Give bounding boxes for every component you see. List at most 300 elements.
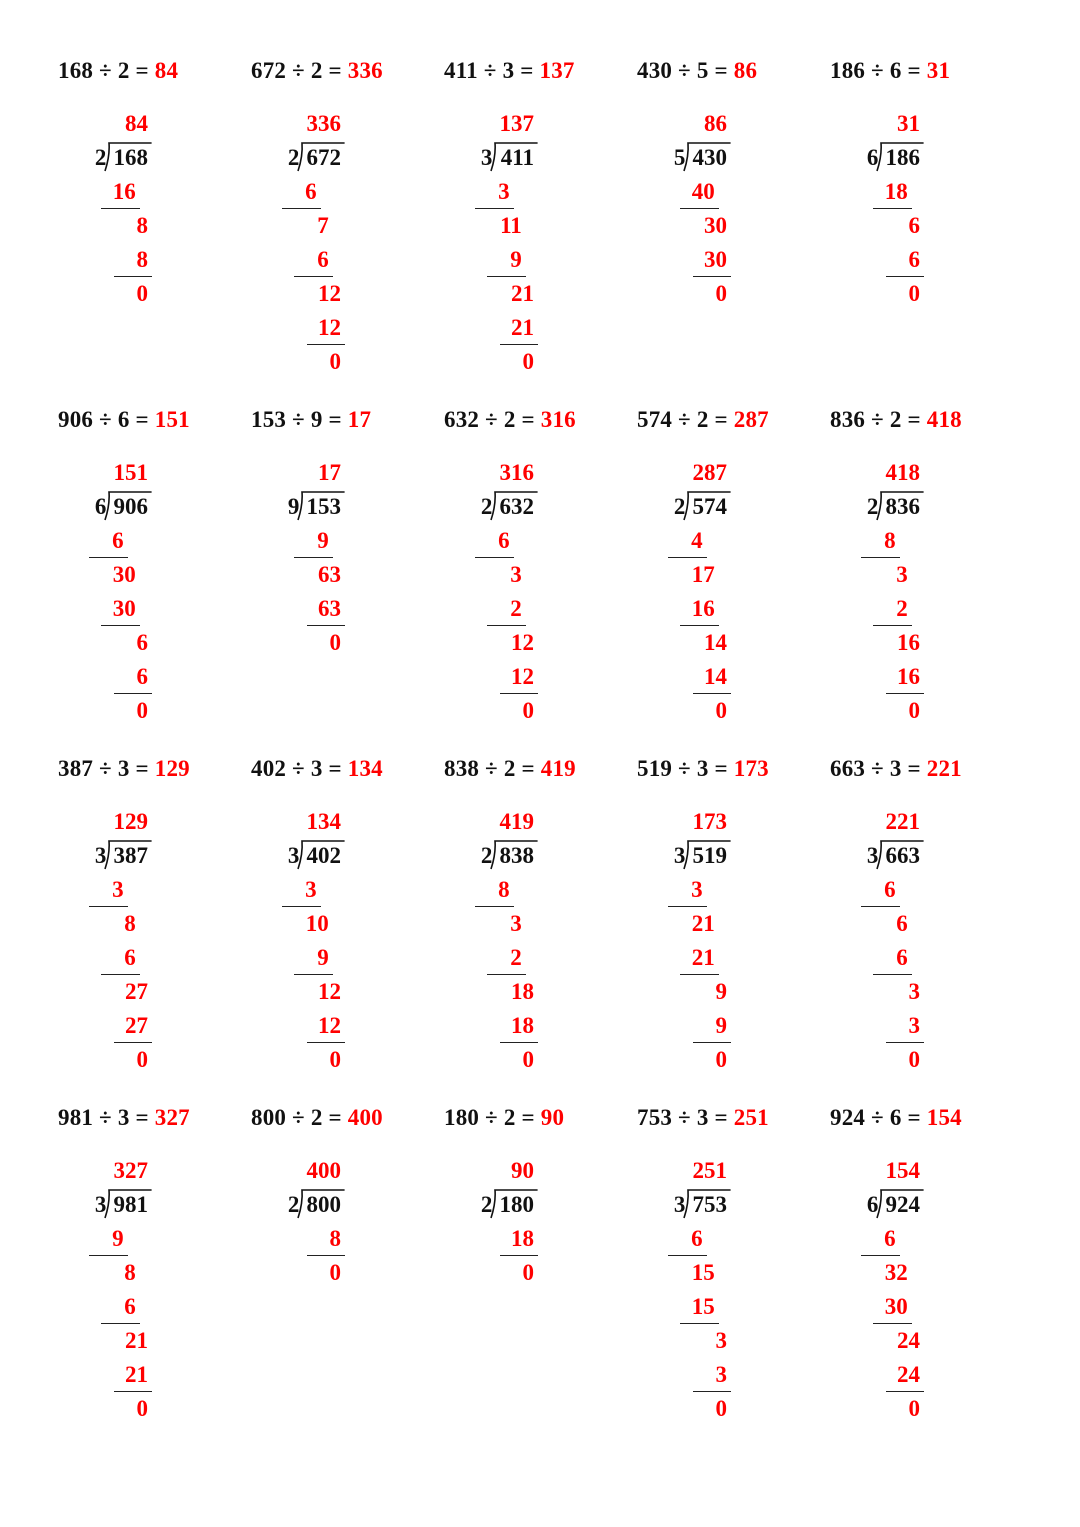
equation-divisor: 2 (696, 407, 709, 432)
step-subtrahend: 8 (498, 877, 510, 902)
quotient: 31 (897, 111, 920, 136)
dividend: 672 (306, 145, 341, 170)
divisor: 3 (94, 1192, 107, 1217)
equals-sign: = (515, 756, 541, 781)
step-subtrahend: 12 (318, 315, 341, 340)
step-remainder: 32 (884, 1260, 908, 1285)
equation (58, 58, 178, 84)
step-remainder: 3 (510, 562, 522, 587)
step-subtrahend: 6 (896, 945, 908, 970)
division-problem (637, 349, 831, 723)
equation-dividend: 800 (251, 1105, 287, 1130)
step-remainder: 17 (691, 562, 715, 587)
step-subtrahend: 3 (715, 1362, 727, 1387)
equation-answer: 316 (540, 407, 576, 432)
step-subtrahend: 9 (112, 1226, 124, 1251)
divisor: 2 (94, 145, 107, 170)
equation-divisor: 3 (696, 1105, 709, 1130)
step-subtrahend: 2 (510, 596, 522, 621)
equation-divisor: 3 (696, 756, 709, 781)
step-subtrahend: 12 (318, 1013, 341, 1038)
step-remainder: 0 (522, 1047, 534, 1072)
divide-sign: ÷ (479, 407, 504, 432)
equation-answer: 151 (154, 407, 190, 432)
step-remainder: 30 (112, 562, 136, 587)
equation (58, 1105, 190, 1131)
step-rule (307, 625, 345, 626)
equals-sign: = (708, 407, 734, 432)
equation-dividend: 430 (637, 58, 673, 83)
divisor: 3 (866, 843, 879, 868)
step-remainder: 30 (704, 213, 727, 238)
step-rule (886, 1042, 924, 1043)
equation (58, 407, 190, 433)
division-problem (637, 698, 831, 1072)
division-problem (251, 349, 445, 689)
divide-sign: ÷ (93, 1105, 118, 1130)
step-rule (693, 276, 731, 277)
step-subtrahend: 6 (884, 877, 896, 902)
equation-dividend: 924 (830, 1105, 866, 1130)
equation (637, 1105, 769, 1131)
equation (830, 1105, 962, 1131)
quotient: 137 (499, 111, 534, 136)
step-remainder: 3 (908, 979, 920, 1004)
equation-dividend: 153 (251, 407, 287, 432)
division-problem (58, 698, 252, 1072)
equation-dividend: 632 (444, 407, 480, 432)
equation-divisor: 2 (503, 1105, 516, 1130)
step-rule (307, 1255, 345, 1256)
equation-dividend: 411 (444, 58, 478, 83)
dividend: 632 (499, 494, 534, 519)
divisor: 3 (673, 843, 686, 868)
step-subtrahend: 21 (125, 1362, 148, 1387)
equation (444, 407, 576, 433)
step-rule (307, 1042, 345, 1043)
step-rule (500, 693, 538, 694)
step-remainder: 12 (318, 281, 341, 306)
step-rule (861, 1255, 899, 1256)
quotient: 90 (511, 1158, 534, 1183)
equation-divisor: 2 (310, 58, 323, 83)
dividend: 168 (113, 145, 148, 170)
dividend: 411 (500, 145, 534, 170)
equation (251, 58, 383, 84)
step-remainder: 0 (908, 1047, 920, 1072)
division-problem (58, 0, 252, 340)
equation-divisor: 3 (502, 58, 515, 83)
step-subtrahend: 30 (112, 596, 136, 621)
equation-divisor: 2 (310, 1105, 323, 1130)
equation-answer: 154 (926, 1105, 962, 1130)
step-rule (114, 693, 152, 694)
step-rule (886, 693, 924, 694)
step-remainder: 24 (897, 1328, 920, 1353)
equation-answer: 137 (539, 58, 575, 83)
divide-sign: ÷ (865, 756, 890, 781)
step-remainder: 0 (522, 349, 534, 374)
equation-answer: 418 (926, 407, 962, 432)
equation (830, 58, 950, 84)
step-remainder: 6 (896, 911, 908, 936)
division-problem (444, 0, 638, 374)
divide-sign: ÷ (672, 1105, 697, 1130)
division-problem (830, 349, 1024, 723)
equation (251, 407, 371, 433)
equals-sign: = (129, 1105, 155, 1130)
step-subtrahend: 40 (691, 179, 715, 204)
step-subtrahend: 16 (897, 664, 920, 689)
divide-sign: ÷ (93, 756, 118, 781)
step-subtrahend: 6 (124, 1294, 136, 1319)
quotient: 287 (692, 460, 727, 485)
step-remainder: 0 (522, 1260, 534, 1285)
equation (444, 756, 576, 782)
equals-sign: = (901, 58, 927, 83)
equation-dividend: 574 (637, 407, 673, 432)
step-subtrahend: 27 (125, 1013, 148, 1038)
step-rule (89, 1255, 127, 1256)
step-remainder: 10 (305, 911, 329, 936)
equation-answer: 173 (733, 756, 769, 781)
division-problem (251, 1047, 445, 1387)
step-subtrahend: 18 (511, 1013, 534, 1038)
step-subtrahend: 6 (884, 1226, 896, 1251)
step-subtrahend: 6 (691, 1226, 703, 1251)
step-rule (114, 1042, 152, 1043)
step-rule (475, 906, 513, 907)
step-remainder: 6 (136, 630, 148, 655)
step-rule (680, 208, 718, 209)
divisor: 2 (480, 494, 493, 519)
step-rule (668, 557, 706, 558)
quotient: 86 (704, 111, 727, 136)
equation-answer: 419 (540, 756, 576, 781)
step-rule (680, 625, 718, 626)
step-rule (487, 625, 525, 626)
divisor: 2 (287, 1192, 300, 1217)
step-rule (500, 1255, 538, 1256)
step-subtrahend: 6 (498, 528, 510, 553)
equation-answer: 134 (347, 756, 383, 781)
quotient: 134 (306, 809, 341, 834)
step-subtrahend: 2 (510, 945, 522, 970)
step-subtrahend: 8 (136, 247, 148, 272)
equation (444, 1105, 564, 1131)
step-subtrahend: 16 (691, 596, 715, 621)
division-problem (58, 349, 252, 723)
quotient: 418 (885, 460, 920, 485)
quotient: 221 (885, 809, 920, 834)
equation-dividend: 168 (58, 58, 94, 83)
step-subtrahend: 18 (511, 1226, 534, 1251)
step-rule (886, 1391, 924, 1392)
step-remainder: 0 (329, 1047, 341, 1072)
step-subtrahend: 16 (112, 179, 136, 204)
step-remainder: 0 (715, 281, 727, 306)
step-rule (500, 344, 538, 345)
step-remainder: 6 (908, 213, 920, 238)
quotient: 419 (499, 809, 534, 834)
step-remainder: 0 (329, 1260, 341, 1285)
step-subtrahend: 8 (884, 528, 896, 553)
divisor: 9 (287, 494, 300, 519)
divisor: 2 (673, 494, 686, 519)
equation-answer: 129 (154, 756, 190, 781)
equation-dividend: 663 (830, 756, 866, 781)
quotient: 17 (318, 460, 341, 485)
equation-divisor: 3 (117, 756, 130, 781)
divide-sign: ÷ (865, 1105, 890, 1130)
dividend: 153 (306, 494, 341, 519)
equation-answer: 84 (154, 58, 179, 83)
step-subtrahend: 21 (511, 315, 534, 340)
equation-dividend: 672 (251, 58, 287, 83)
equals-sign: = (129, 407, 155, 432)
divisor: 3 (480, 145, 493, 170)
equation-answer: 287 (733, 407, 769, 432)
step-remainder: 0 (715, 698, 727, 723)
equation-divisor: 6 (889, 1105, 902, 1130)
equation (637, 58, 757, 84)
equals-sign: = (708, 58, 734, 83)
divide-sign: ÷ (93, 407, 118, 432)
divisor: 2 (480, 1192, 493, 1217)
equals-sign: = (515, 407, 541, 432)
step-remainder: 0 (329, 349, 341, 374)
step-rule (475, 208, 513, 209)
divide-sign: ÷ (286, 756, 311, 781)
step-subtrahend: 30 (884, 1294, 908, 1319)
divide-sign: ÷ (286, 58, 311, 83)
step-remainder: 7 (317, 213, 329, 238)
step-subtrahend: 63 (318, 596, 341, 621)
equation (830, 407, 962, 433)
step-remainder: 8 (124, 911, 136, 936)
dividend: 906 (113, 494, 148, 519)
step-subtrahend: 6 (136, 664, 148, 689)
equation-dividend: 186 (830, 58, 866, 83)
step-subtrahend: 6 (305, 179, 317, 204)
step-subtrahend: 4 (691, 528, 703, 553)
step-remainder: 0 (908, 1396, 920, 1421)
division-problem (251, 698, 445, 1072)
quotient: 327 (113, 1158, 148, 1183)
equation-divisor: 3 (310, 756, 323, 781)
quotient: 316 (499, 460, 534, 485)
step-remainder: 14 (704, 630, 727, 655)
step-remainder: 8 (136, 213, 148, 238)
equation-dividend: 838 (444, 756, 480, 781)
step-remainder: 15 (691, 1260, 715, 1285)
step-rule (693, 1391, 731, 1392)
step-subtrahend: 24 (897, 1362, 920, 1387)
step-remainder: 9 (715, 979, 727, 1004)
quotient: 400 (306, 1158, 341, 1183)
quotient: 151 (113, 460, 148, 485)
step-rule (294, 974, 332, 975)
divisor: 6 (866, 145, 879, 170)
equation (444, 58, 575, 84)
step-rule (282, 208, 320, 209)
divisor: 3 (287, 843, 300, 868)
step-rule (101, 208, 139, 209)
division-problem (637, 0, 831, 340)
step-subtrahend: 3 (498, 179, 510, 204)
step-remainder: 16 (897, 630, 920, 655)
step-remainder: 0 (136, 281, 148, 306)
equation-answer: 221 (926, 756, 962, 781)
step-rule (680, 974, 718, 975)
equation-dividend: 402 (251, 756, 287, 781)
step-rule (668, 906, 706, 907)
step-subtrahend: 9 (317, 528, 329, 553)
step-remainder: 3 (715, 1328, 727, 1353)
step-subtrahend: 6 (317, 247, 329, 272)
step-subtrahend: 6 (112, 528, 124, 553)
step-subtrahend: 3 (908, 1013, 920, 1038)
divisor: 3 (673, 1192, 686, 1217)
equation-divisor: 6 (889, 58, 902, 83)
equals-sign: = (901, 1105, 927, 1130)
dividend: 180 (499, 1192, 534, 1217)
step-rule (487, 276, 525, 277)
step-rule (861, 557, 899, 558)
step-rule (873, 625, 911, 626)
division-problem (444, 1047, 638, 1387)
division-problem (637, 1047, 831, 1421)
step-subtrahend: 14 (704, 664, 727, 689)
equation-divisor: 2 (889, 407, 902, 432)
step-subtrahend: 3 (112, 877, 124, 902)
dividend: 981 (113, 1192, 148, 1217)
equals-sign: = (515, 1105, 541, 1130)
equals-sign: = (514, 58, 540, 83)
step-subtrahend: 6 (124, 945, 136, 970)
division-problem (444, 698, 638, 1072)
equation-answer: 90 (540, 1105, 565, 1130)
equation (637, 407, 769, 433)
quotient: 251 (692, 1158, 727, 1183)
division-problem (830, 0, 1024, 340)
division-problem (444, 349, 638, 723)
step-rule (294, 276, 332, 277)
dividend: 574 (692, 494, 727, 519)
step-rule (873, 1323, 911, 1324)
step-remainder: 21 (511, 281, 534, 306)
step-remainder: 3 (510, 911, 522, 936)
divisor: 6 (866, 1192, 879, 1217)
step-remainder: 21 (691, 911, 715, 936)
step-remainder: 21 (125, 1328, 148, 1353)
divide-sign: ÷ (865, 58, 890, 83)
equals-sign: = (322, 756, 348, 781)
dividend: 924 (885, 1192, 920, 1217)
equation-dividend: 753 (637, 1105, 673, 1130)
step-rule (282, 906, 320, 907)
quotient: 129 (113, 809, 148, 834)
divisor: 6 (94, 494, 107, 519)
equals-sign: = (708, 756, 734, 781)
step-remainder: 27 (125, 979, 148, 1004)
step-remainder: 12 (511, 630, 534, 655)
equals-sign: = (129, 756, 155, 781)
equals-sign: = (901, 756, 927, 781)
step-subtrahend: 9 (715, 1013, 727, 1038)
divisor: 5 (673, 145, 686, 170)
equation-answer: 336 (347, 58, 383, 83)
equation (58, 756, 190, 782)
equation-dividend: 519 (637, 756, 673, 781)
step-remainder: 18 (511, 979, 534, 1004)
equation-dividend: 981 (58, 1105, 94, 1130)
step-remainder: 0 (136, 1047, 148, 1072)
step-rule (307, 344, 345, 345)
step-subtrahend: 12 (511, 664, 534, 689)
equals-sign: = (322, 58, 348, 83)
step-rule (680, 1323, 718, 1324)
dividend: 800 (306, 1192, 341, 1217)
divide-sign: ÷ (93, 58, 118, 83)
step-rule (475, 557, 513, 558)
step-remainder: 11 (500, 213, 522, 238)
equation-divisor: 3 (117, 1105, 130, 1130)
step-remainder: 0 (329, 630, 341, 655)
step-rule (693, 1042, 731, 1043)
divide-sign: ÷ (479, 756, 504, 781)
step-rule (114, 1391, 152, 1392)
divisor: 2 (866, 494, 879, 519)
dividend: 663 (885, 843, 920, 868)
step-rule (668, 1255, 706, 1256)
step-remainder: 12 (318, 979, 341, 1004)
step-remainder: 8 (124, 1260, 136, 1285)
equation-answer: 31 (926, 58, 951, 83)
division-problem (830, 698, 1024, 1072)
step-rule (861, 906, 899, 907)
dividend: 387 (113, 843, 148, 868)
divide-sign: ÷ (672, 58, 697, 83)
step-remainder: 0 (715, 1396, 727, 1421)
dividend: 836 (885, 494, 920, 519)
equation-answer: 400 (347, 1105, 383, 1130)
step-subtrahend: 8 (329, 1226, 341, 1251)
equation (637, 756, 769, 782)
quotient: 84 (125, 111, 148, 136)
dividend: 402 (306, 843, 341, 868)
step-rule (101, 625, 139, 626)
division-problem (58, 1047, 252, 1421)
equals-sign: = (322, 407, 348, 432)
equation-dividend: 387 (58, 756, 94, 781)
step-subtrahend: 9 (510, 247, 522, 272)
step-subtrahend: 3 (691, 877, 703, 902)
step-subtrahend: 30 (704, 247, 727, 272)
step-remainder: 0 (522, 698, 534, 723)
equation (251, 1105, 383, 1131)
step-rule (89, 906, 127, 907)
divide-sign: ÷ (286, 407, 311, 432)
equals-sign: = (708, 1105, 734, 1130)
equation-answer: 17 (347, 407, 372, 432)
equals-sign: = (129, 58, 155, 83)
step-subtrahend: 6 (908, 247, 920, 272)
dividend: 519 (692, 843, 727, 868)
equation-answer: 86 (733, 58, 758, 83)
equation-dividend: 906 (58, 407, 94, 432)
quotient: 173 (692, 809, 727, 834)
